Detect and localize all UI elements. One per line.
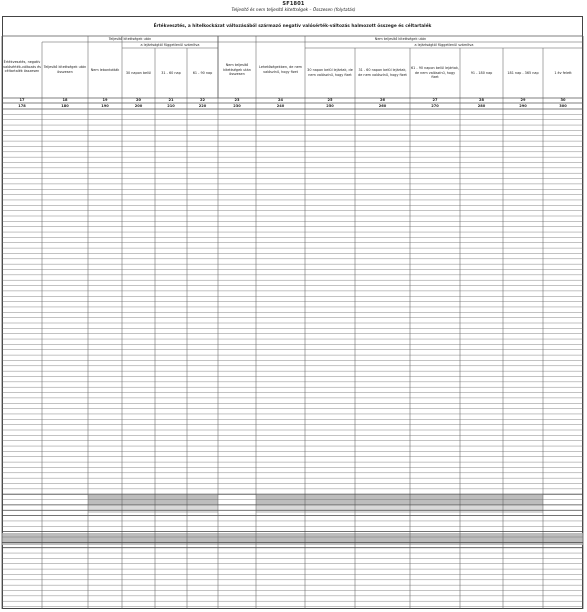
column-header: 61 - 90 napon belül lejártak, de nem valószínű, hogy fizet xyxy=(411,66,460,80)
row-code: 270 xyxy=(431,103,439,108)
column-code: 17 xyxy=(19,98,25,103)
column-code: 18 xyxy=(62,98,68,103)
column-header: 31 - 60 napon belül lejártak, de nem valószínű, hogy fizet xyxy=(358,68,407,77)
subgroup-label-nonperforming: a lejártságtól függetlenül számítva xyxy=(414,43,474,48)
form-code: SF1801 xyxy=(282,1,305,7)
row-code: 250 xyxy=(326,103,334,108)
column-code: 22 xyxy=(199,98,205,103)
column-code: 21 xyxy=(168,98,174,103)
row-code: 190 xyxy=(101,103,109,108)
row-code: 240 xyxy=(276,103,285,108)
row-code: 210 xyxy=(167,103,175,108)
column-code: 23 xyxy=(234,98,240,103)
column-header: 30 napon belül lejártak, de nem valószínű, hogy fizet xyxy=(307,68,353,77)
column-header: 1 év felett xyxy=(554,70,572,75)
column-code: 28 xyxy=(478,98,484,103)
column-code: 20 xyxy=(135,98,141,103)
row-code: 180 xyxy=(61,103,69,108)
column-code: 19 xyxy=(102,98,108,103)
shaded-band xyxy=(2,533,583,545)
column-code: 30 xyxy=(560,98,566,103)
row-code: 200 xyxy=(134,103,143,108)
column-header: 61 - 90 nap xyxy=(192,70,213,75)
table-intro-heading: Értékvesztés, a hitelkockázat változásából származó negatív valósérték-változás halmozott összege és céltartalék xyxy=(153,24,432,29)
row-code: 280 xyxy=(477,103,486,108)
group-label-performing: Teljesítő kitettségek után xyxy=(108,37,152,42)
row-code: 178 xyxy=(18,103,26,108)
column-header: Lehetőségekben, de nem valószínű, hogy fizet xyxy=(258,65,302,74)
group-label-nonperforming: Nem teljesítő kitettségek után xyxy=(374,37,427,42)
row-code: 260 xyxy=(378,103,387,108)
column-code: 29 xyxy=(520,98,526,103)
row-code: 220 xyxy=(198,103,207,108)
column-code: 26 xyxy=(379,98,385,103)
subgroup-label-performing: a lejártságtól függetlenül számítva xyxy=(140,43,200,48)
column-header: 31 - 60 nap xyxy=(161,70,181,75)
column-header: Értékvesztés, negatív valósérték-változás és céltartalék összesen xyxy=(3,60,41,74)
column-code: 24 xyxy=(277,98,283,103)
column-header: 181 nap - 365 nap xyxy=(507,70,539,75)
column-header: Nem teljesítő kitettségek után összesen xyxy=(223,63,251,77)
column-header: Nem lebontották xyxy=(90,67,120,72)
column-header: 30 napon belül xyxy=(125,70,152,75)
row-code: 290 xyxy=(519,103,527,108)
column-code: 27 xyxy=(432,98,438,103)
row-code: 230 xyxy=(233,103,241,108)
form-subtitle: Teljesítő és nem teljesítő kitettségek – Összesen (folytatás) xyxy=(231,7,356,12)
shaded-band xyxy=(256,504,543,513)
column-header: 91 - 180 nap xyxy=(470,70,493,75)
shaded-band xyxy=(88,504,218,513)
column-header: Teljesítő kitettségek után összesen xyxy=(43,65,87,74)
row-code: 300 xyxy=(559,103,567,108)
column-code: 25 xyxy=(327,98,333,103)
